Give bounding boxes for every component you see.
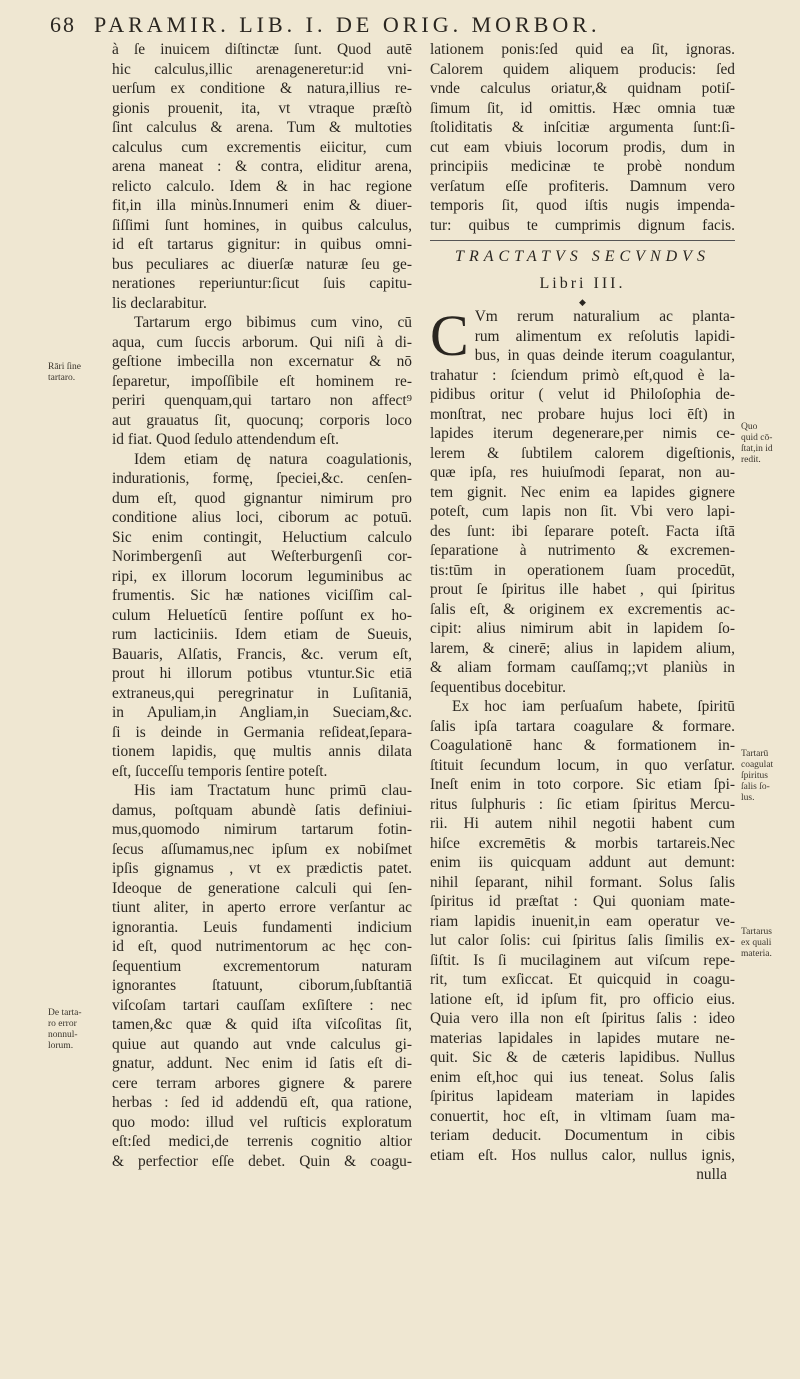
text-line: tamen,&c quæ & quid iſta viſcoſitas ſit, <box>112 1016 412 1033</box>
text-line: ſecus aſſumamus,nec ipſum ex nobiſmet <box>112 840 412 858</box>
text-line: principiis medicinæ te probè nondum <box>430 158 735 175</box>
text-line: enim eſt,hoc qui ius teneat. Solus ſalis <box>430 1068 735 1086</box>
text-line: ſequentibus docebitur. <box>430 678 566 696</box>
text-line: relicto calculo. Idem & in hac regione <box>112 177 412 195</box>
running-title: PARAMIR. LIB. I. DE ORIG. MORBOR. <box>94 12 601 37</box>
text-line: Norimbergenſi aut Weſterburgenſi cor- <box>112 548 412 565</box>
text-line: prout ſe ſpiritus ille habet , qui ſpiritus <box>430 581 735 598</box>
text-line: Sic enim contingit, Heluctium calculo <box>112 528 412 546</box>
text-line: id fiat. Quod ſedulo attendendum eſt. <box>112 431 339 448</box>
text-line: larem, & cinerē; alius in lapidem alium, <box>430 639 735 657</box>
text-line: tiunt aliter, in aperto errore verſantur ac <box>112 899 412 916</box>
text-line: uerſum ex conditione & natura,illius re- <box>112 80 412 97</box>
text-line: ſtoliditatis & inſcitiæ argumenta ſunt:ſi- <box>430 119 735 136</box>
text-line: ſimum ſit, id omittis. Hæc omnia tuæ <box>430 99 735 117</box>
text-line: ſalis ipſa tartara coagulare & formare. <box>430 717 735 735</box>
margin-note-line: De tarta- <box>48 1008 82 1018</box>
margin-note-line: ex quali <box>741 938 772 948</box>
section-rule <box>430 240 735 241</box>
text-line: eſt, ſucceſſu temporis ſentire poteſt. <box>112 762 328 780</box>
text-line: trahatur : ſciendum primò eſt,quod è la- <box>430 366 735 384</box>
text-line: viſcoſam tartari cauſſam exſiſtere : nec <box>112 996 412 1014</box>
text-line: ſeparatione à nutrimento & excremen- <box>430 542 735 559</box>
text-line: poteſt, cum lapis non ſit. Vbi vero lapi- <box>430 503 735 520</box>
text-line: hiſce excremētis & morbis tartareis.Nec <box>430 834 735 852</box>
text-line: à ſe inuicem diſtinctæ ſunt. Quod autē <box>112 41 412 58</box>
section-title: TRACTATVS SECVNDVS <box>455 248 710 265</box>
margin-note-line: lorum. <box>48 1041 74 1051</box>
margin-note-line: ſtat,in id <box>741 444 773 454</box>
text-line: ripi, ex illorum locorum leguminibus ac <box>112 567 412 585</box>
text-line: enim iis quicquam addunt aut demunt: <box>430 854 735 871</box>
text-line: ſiſtit. Is ſi mucilaginem aut viſcum repe- <box>430 951 735 969</box>
margin-note-line: coagulat <box>741 760 774 770</box>
text-line: Ideoque de generatione calculi qui ſen- <box>112 879 412 897</box>
text-line: ritus ſulphuris : ſic etiam ſpiritus Mercu- <box>430 795 735 813</box>
margin-note-left-2 <box>48 1008 82 1052</box>
text-line: conditione alius loci, ciborum ac potuū. <box>112 509 412 526</box>
margin-note-line: ro error <box>48 1019 77 1029</box>
margin-note-line: nonnul- <box>48 1030 78 1040</box>
text-line: aut grauatus ſit, quocunq; corporis loco <box>112 411 412 429</box>
text-line: lut calor ſolis: cui ſpiritus ſalis ſimilis ex- <box>430 932 735 949</box>
text-line: gionis prouenit, ita, vt vtraque præſtò <box>112 99 412 117</box>
text-line: quæ ipſa, res huiuſmodi ſeparat, non au- <box>430 464 735 481</box>
text-line: riam lapidis inuenit,in eam operatur ve- <box>430 912 735 930</box>
text-line: extraneus,qui peregrinatur in Luſitaniā, <box>112 684 412 702</box>
text-line: indurationis, formę, ſpeciei,&c. cenſen- <box>112 470 412 487</box>
text-line: lationem ponis:ſed quid ea ſit, ignoras. <box>430 41 735 58</box>
text-line: teriam deducit. Documentum in cibis <box>430 1127 735 1144</box>
margin-note-left-1 <box>48 362 81 384</box>
text-line: id eſt, quod nutrimentorum ac hęc con- <box>112 938 412 955</box>
text-line: dum eſt, quod gignantur nimirum pro <box>112 489 412 507</box>
text-line: His iam Tractatum hunc primū clau- <box>134 782 412 799</box>
text-line: ſalis eſt, & originem ex excrementis ac- <box>430 600 735 618</box>
text-line: tis:tūm in operationem ſuam procedūt, <box>430 561 735 579</box>
text-line: lis declarabitur. <box>112 294 207 312</box>
drop-cap: C <box>430 303 469 368</box>
text-line: Ex hoc iam perſuaſum habete, ſpiritū <box>452 698 735 715</box>
text-line: ſeparetur, impoſſibile eſt hominem re- <box>112 372 412 390</box>
text-line: tur: quibus te cumprimis dignum facis. <box>430 216 735 234</box>
book-title: Libri III. <box>539 275 626 292</box>
text-line: Bauaris, Alſatis, Francis, &c. verum eſt, <box>112 645 412 663</box>
text-line: Ineſt enim in toto corpore. Sic etiam ſpi- <box>430 776 735 793</box>
text-line: vnde calculus oriatur,& quidnam potiſ- <box>430 80 735 97</box>
text-line: & aliam formam cauſſamq;;vt planiùs in <box>430 659 735 676</box>
text-line: ſpiritus id præſtat : Qui quoniam mate- <box>430 893 735 910</box>
text-line: culum Heluetícū ſentire poſſunt ex ho- <box>112 606 412 624</box>
text-line: periri quenquam,qui tartaro non affect⁹ <box>112 392 412 409</box>
text-line: quo modo: illud vel ruſticis exploratum <box>112 1113 412 1131</box>
text-line: arena maneat : & contra, eliditur arena, <box>112 158 412 175</box>
text-line: ſiſſimi ſunt homines, in quibus calculus, <box>112 216 412 234</box>
text-line: ignorantia. Leuis fundamenti indicium <box>112 918 412 936</box>
text-line: etiam eſt. Hos nullus calor, nullus ignis, <box>430 1146 735 1164</box>
text-line: rit, tum exſiccat. Et quicquid in coagu- <box>430 971 735 988</box>
running-header <box>50 8 710 42</box>
text-line: calculus cum excrementis eiicitur, cum <box>112 138 412 156</box>
text-line: temporis ſit, quod iſtis nugis impenda- <box>430 197 735 214</box>
text-line: tem gignit. Nec enim ea lapides gignere <box>430 483 735 501</box>
text-line: nerationes reperiuntur:ſicut ſuis capitu- <box>112 275 412 292</box>
margin-note-line: Rāri ſine <box>48 362 81 372</box>
text-line: lerem & ſubtilem calorem digeſtionis, <box>430 444 735 462</box>
text-line: ipſis gignamus , vt ex prædictis patet. <box>112 860 412 877</box>
text-line: Quia vero illa non eſt ſpiritus ſalis : ideo <box>430 1010 735 1027</box>
text-line: ſint calculus & arena. Tum & multoties <box>112 119 412 136</box>
margin-note-right-2 <box>741 749 773 804</box>
text-line: gnatur, addunt. Nec enim id ſatis eſt di- <box>112 1055 412 1072</box>
text-line: mus,quomodo nimirum tartarum fotin- <box>112 821 412 838</box>
left-text-column <box>112 40 412 1171</box>
margin-note-right-3 <box>741 927 772 960</box>
text-line: ſtituit ſecundum locum, in quo verſatur. <box>430 756 735 774</box>
margin-note-line: Tartarus <box>741 927 772 937</box>
margin-note-line: lus. <box>741 793 755 803</box>
text-line: Vm rerum naturalium ac planta- <box>474 308 735 325</box>
text-line: aqua, cum ſuccis arborum. Qui niſi à di- <box>112 333 412 351</box>
text-line: id eſt tartarus gignitur: in quibus omni- <box>112 236 412 253</box>
margin-note-right-1 <box>741 422 773 466</box>
text-line: tionem lapidis, quę multis annis dilata <box>112 743 412 760</box>
text-line: rum alimentum ex reſolutis lapidi- <box>474 327 735 345</box>
text-line: cere terram arbores gignere & parere <box>112 1074 412 1092</box>
text-line: bus, in quas deinde iterum coagulantur, <box>474 347 735 364</box>
text-line: materias lapidales in lapides mutare ne- <box>430 1029 735 1047</box>
margin-note-line: Tartarū <box>741 749 769 759</box>
text-line: in Apuliam,in Angliam,in Sueciam,&c. <box>112 704 412 721</box>
text-line: monſtrat, nec probare hujus loci ēſt) in <box>430 405 735 423</box>
margin-note-line: Quo <box>741 422 758 432</box>
ornament-icon: ◆ <box>579 297 586 307</box>
text-line: cipit: alius nimirum abit in lapidem ſo- <box>430 620 735 637</box>
text-line: Tartarum ergo bibimus cum vino, cū <box>134 314 412 331</box>
margin-note-line: materia. <box>741 949 772 959</box>
page-number: 68 <box>50 12 76 37</box>
margin-note-line: tartaro. <box>48 373 76 383</box>
text-line: des ſunt: ibi ſeparare poteſt. Facta iſtā <box>430 522 735 540</box>
chapter-opening-paragraph <box>430 303 735 1185</box>
text-line: prout hi illorum potibus vtuntur.Sic etiā <box>112 665 412 682</box>
margin-note-line: redit. <box>741 455 761 465</box>
text-line: quit. Sic & de cæteris lapidibus. Nullus <box>430 1049 735 1066</box>
text-line: Calorem quidem aliquem producis: ſed <box>430 60 735 78</box>
text-line: ſi is deinde in Germania reſideat,ſepara- <box>112 723 412 741</box>
text-line: herbas : ſed id addendū eſt, qua ratione, <box>112 1094 412 1111</box>
text-line: ignorantes ſtatuunt, ciborum,ſubſtantiā <box>112 977 412 994</box>
text-line: latione eſt, id ipſum fit, pro officio eius. <box>430 990 735 1008</box>
text-line: bus peculiares ac diuerſæ naturæ ſeu ge- <box>112 255 412 273</box>
margin-note-line: ſalis ſo- <box>741 782 770 792</box>
text-line: nulla <box>696 1166 727 1183</box>
text-line: pidibus oritur ( velut id Philoſophia de- <box>430 386 735 403</box>
text-line: damus, poſtquam abundè ſatis definiui- <box>112 801 412 819</box>
margin-note-line: quid cō- <box>741 433 773 443</box>
right-text-column <box>430 40 735 1185</box>
text-line: rum lacticiniis. Idem etiam de Sueuis, <box>112 626 412 643</box>
text-line: Idem etiam dę natura coagulationis, <box>134 450 412 468</box>
text-line: fit,in illa minùs.Innumeri enim & diuer- <box>112 197 412 214</box>
text-line: eſt:ſed medici,de terrenis cognitio altior <box>112 1133 412 1150</box>
text-line: quiue aut quando aut vnde calculus gi- <box>112 1035 412 1053</box>
text-line: rii. Hi autem nihil negotii habent cum <box>430 815 735 832</box>
text-line: geſtione imbecilla non excernatur & nō <box>112 353 412 370</box>
text-line: nihil ſeparant, nihil formant. Solus ſalis <box>430 873 735 891</box>
text-line: frumentis. Sic hæ nationes viciſſim cal- <box>112 587 412 604</box>
text-line: & perfectior eſſe debet. Quin & coagu- <box>112 1152 412 1170</box>
text-line: ſpiritus lapideam materiam in lapides <box>430 1088 735 1105</box>
text-line: hic calculus,illic arenageneretur:id vni- <box>112 60 412 78</box>
text-line: verſatum eſſe profiteris. Damnum vero <box>430 177 735 195</box>
text-line: Coagulationē hanc & formationem in- <box>430 737 735 754</box>
text-line: lapides iterum degenerare,per nimis ce- <box>430 425 735 442</box>
margin-note-line: ſpiritus <box>741 771 768 781</box>
text-line: cut eam vbiuis locorum prodis, dum in <box>430 138 735 156</box>
text-line: conuertit, hoc eſt, in vltimam ſuam ma- <box>430 1107 735 1125</box>
text-line: ſequentium excrementorum naturam <box>112 957 412 975</box>
